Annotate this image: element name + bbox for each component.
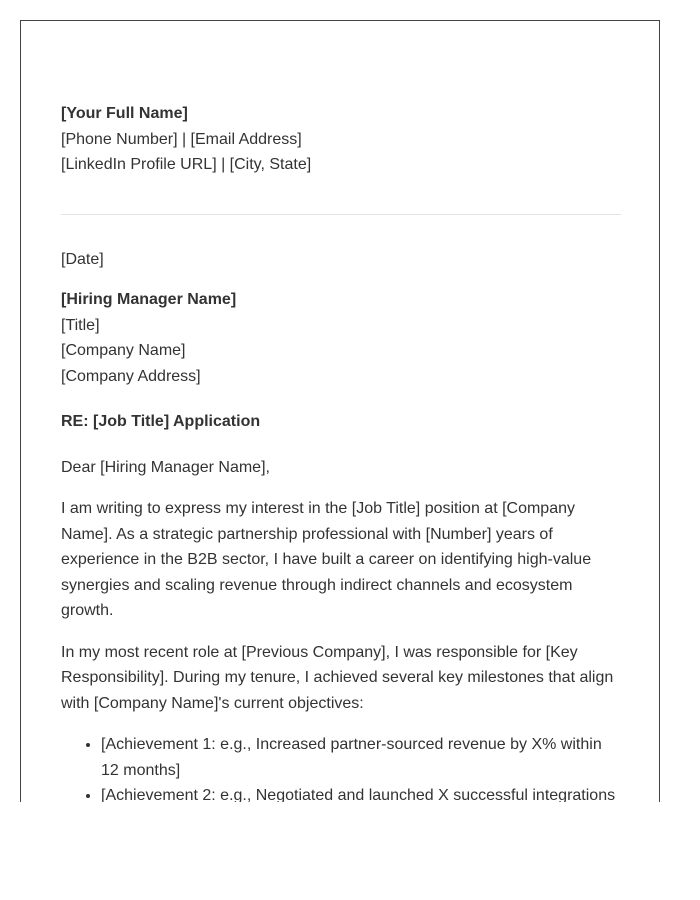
recipient-title: [Title] — [61, 316, 100, 334]
subject-line: RE: [Job Title] Application — [61, 413, 261, 430]
achievement-item: • [Achievement 1: e.g., Increased partner-sourced revenue by X% within 12 months] — [101, 732, 621, 783]
body-paragraph: In my most recent role at [Previous Company], I was responsible for [Key Responsibility]. During my tenure, I achieved several key milestones that align with [Company Name]'s current objectives: — [61, 643, 614, 712]
recipient-company: [Company Name] — [61, 342, 186, 359]
achievements-list — [61, 732, 621, 802]
sender-contact-line-2: [LinkedIn Profile URL] | [City, State] — [61, 156, 312, 173]
recipient-address: [Company Address] — [61, 367, 201, 385]
sender-name: [Your Full Name] — [61, 105, 188, 122]
sender-contact-line-1: [Phone Number] | [Email Address] — [61, 130, 302, 148]
sender-block — [61, 101, 621, 178]
letter-content — [61, 101, 621, 802]
body-paragraph: I am writing to express my interest in the [Job Title] position at [Company Name]. As a strategic partnership professional with [Number] years of experience in the B2B sector, I have built a career on identifying high-value synergies and scaling revenue through indirect channels and ecosystem growth. — [61, 500, 592, 619]
letter-date: [Date] — [61, 250, 104, 268]
letter-page — [20, 20, 660, 802]
salutation: Dear [Hiring Manager Name], — [61, 458, 270, 476]
header-divider — [61, 214, 621, 215]
recipient-block — [61, 287, 621, 389]
recipient-name: [Hiring Manager Name] — [61, 291, 237, 308]
achievement-item: • [Achievement 2: e.g., Negotiated and launched X successful integrations — [101, 783, 621, 802]
